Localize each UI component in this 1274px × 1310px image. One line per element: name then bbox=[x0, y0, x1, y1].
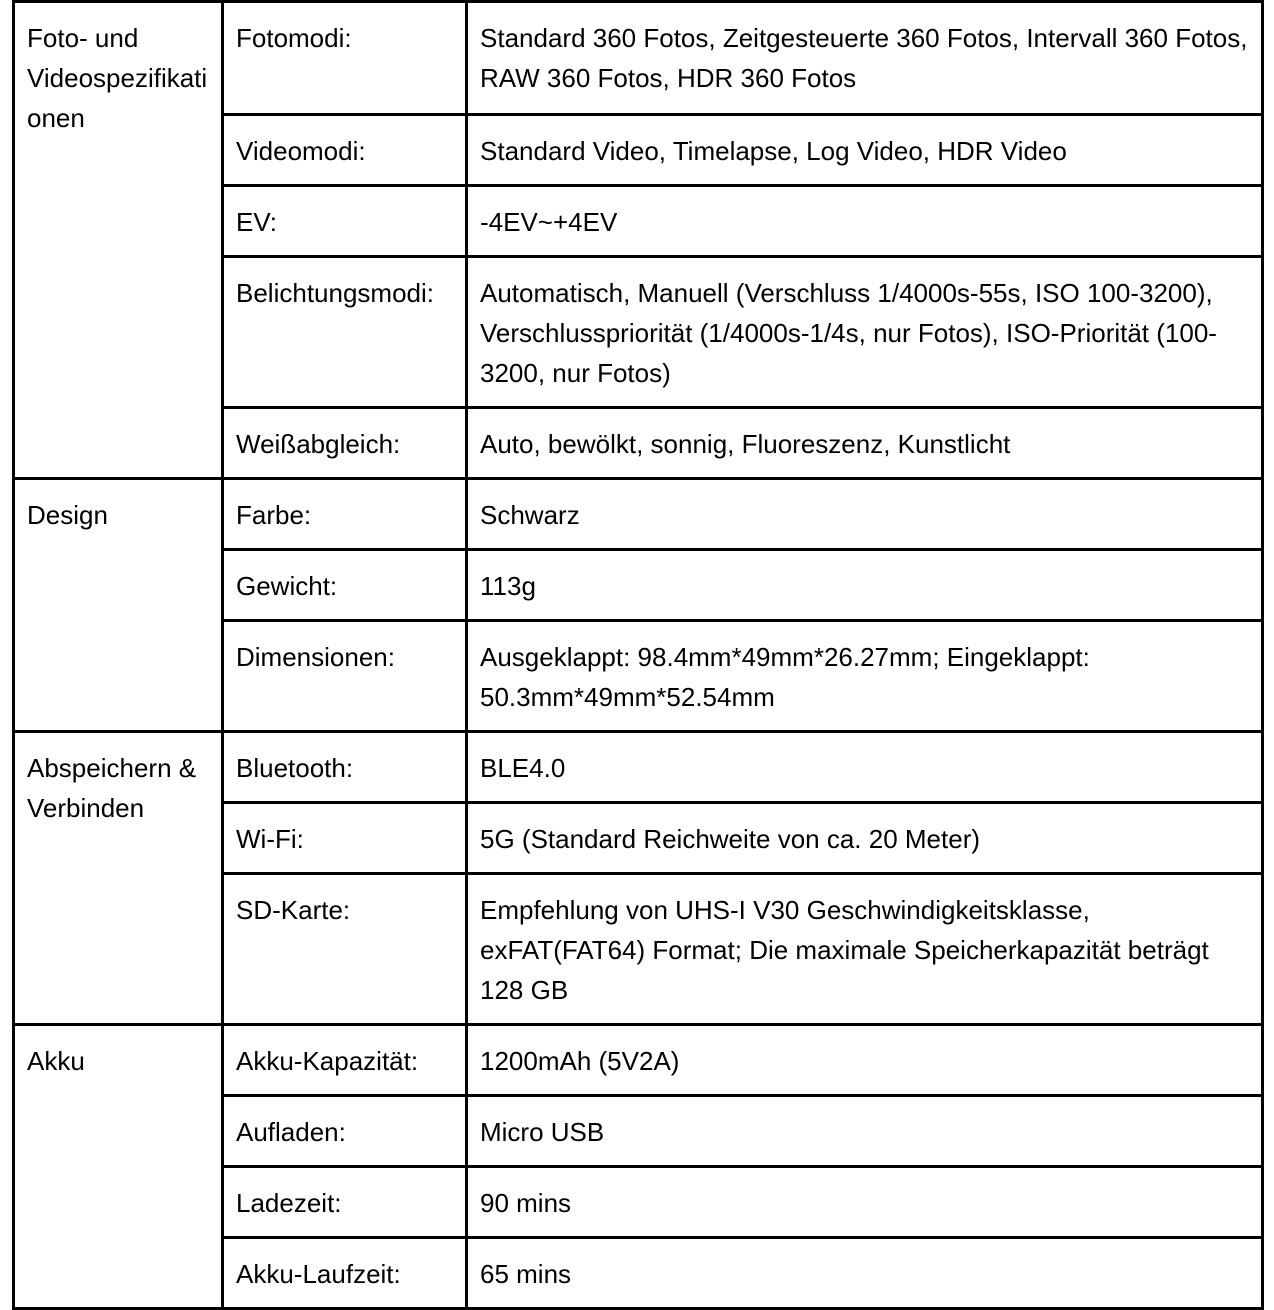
spec-label: Akku-Laufzeit: bbox=[223, 1238, 467, 1309]
spec-value: Empfehlung von UHS-I V30 Geschwindigkeitsklasse, exFAT(FAT64) Format; Die maximale Speicherkapazität beträgt 128 GB bbox=[467, 874, 1263, 1025]
spec-value: Micro USB bbox=[467, 1096, 1263, 1167]
spec-value: BLE4.0 bbox=[467, 732, 1263, 803]
spec-label: Wi-Fi: bbox=[223, 803, 467, 874]
spec-value: 1200mAh (5V2A) bbox=[467, 1025, 1263, 1096]
spec-label: SD-Karte: bbox=[223, 874, 467, 1025]
spec-label: Fotomodi: bbox=[223, 2, 467, 115]
spec-value: Ausgeklappt: 98.4mm*49mm*26.27mm; Eingeklappt: 50.3mm*49mm*52.54mm bbox=[467, 621, 1263, 732]
group-cell-foto-video: Foto- und Videospezifikationen bbox=[14, 2, 223, 479]
spec-label: Akku-Kapazität: bbox=[223, 1025, 467, 1096]
spec-label: EV: bbox=[223, 186, 467, 257]
spec-label: Ladezeit: bbox=[223, 1167, 467, 1238]
spec-label: Dimensionen: bbox=[223, 621, 467, 732]
spec-value: 90 mins bbox=[467, 1167, 1263, 1238]
group-cell-akku: Akku bbox=[14, 1025, 223, 1309]
spec-value: Auto, bewölkt, sonnig, Fluoreszenz, Kunstlicht bbox=[467, 408, 1263, 479]
spec-value: Automatisch, Manuell (Verschluss 1/4000s-55s, ISO 100-3200), Verschlusspriorität (1/4000s-1/4s, nur Fotos), ISO-Priorität (100-3200, nur Fotos) bbox=[467, 257, 1263, 408]
spec-label: Bluetooth: bbox=[223, 732, 467, 803]
spec-label: Aufladen: bbox=[223, 1096, 467, 1167]
spec-value: 5G (Standard Reichweite von ca. 20 Meter) bbox=[467, 803, 1263, 874]
spec-label: Weißabgleich: bbox=[223, 408, 467, 479]
spec-value: 65 mins bbox=[467, 1238, 1263, 1309]
group-cell-design: Design bbox=[14, 479, 223, 732]
spec-label: Farbe: bbox=[223, 479, 467, 550]
spec-value: -4EV~+4EV bbox=[467, 186, 1263, 257]
spec-label: Gewicht: bbox=[223, 550, 467, 621]
table-row bbox=[14, 1025, 1263, 1096]
spec-value: 113g bbox=[467, 550, 1263, 621]
table-row bbox=[14, 732, 1263, 803]
spec-value: Standard 360 Fotos, Zeitgesteuerte 360 Fotos, Intervall 360 Fotos, RAW 360 Fotos, HDR 360 Fotos bbox=[467, 2, 1263, 115]
table-row bbox=[14, 2, 1263, 115]
group-cell-storage-connect: Abspeichern & Verbinden bbox=[14, 732, 223, 1025]
spec-table bbox=[12, 0, 1264, 1310]
spec-label: Videomodi: bbox=[223, 115, 467, 186]
spec-value: Schwarz bbox=[467, 479, 1263, 550]
spec-label: Belichtungsmodi: bbox=[223, 257, 467, 408]
spec-value: Standard Video, Timelapse, Log Video, HDR Video bbox=[467, 115, 1263, 186]
table-row bbox=[14, 479, 1263, 550]
